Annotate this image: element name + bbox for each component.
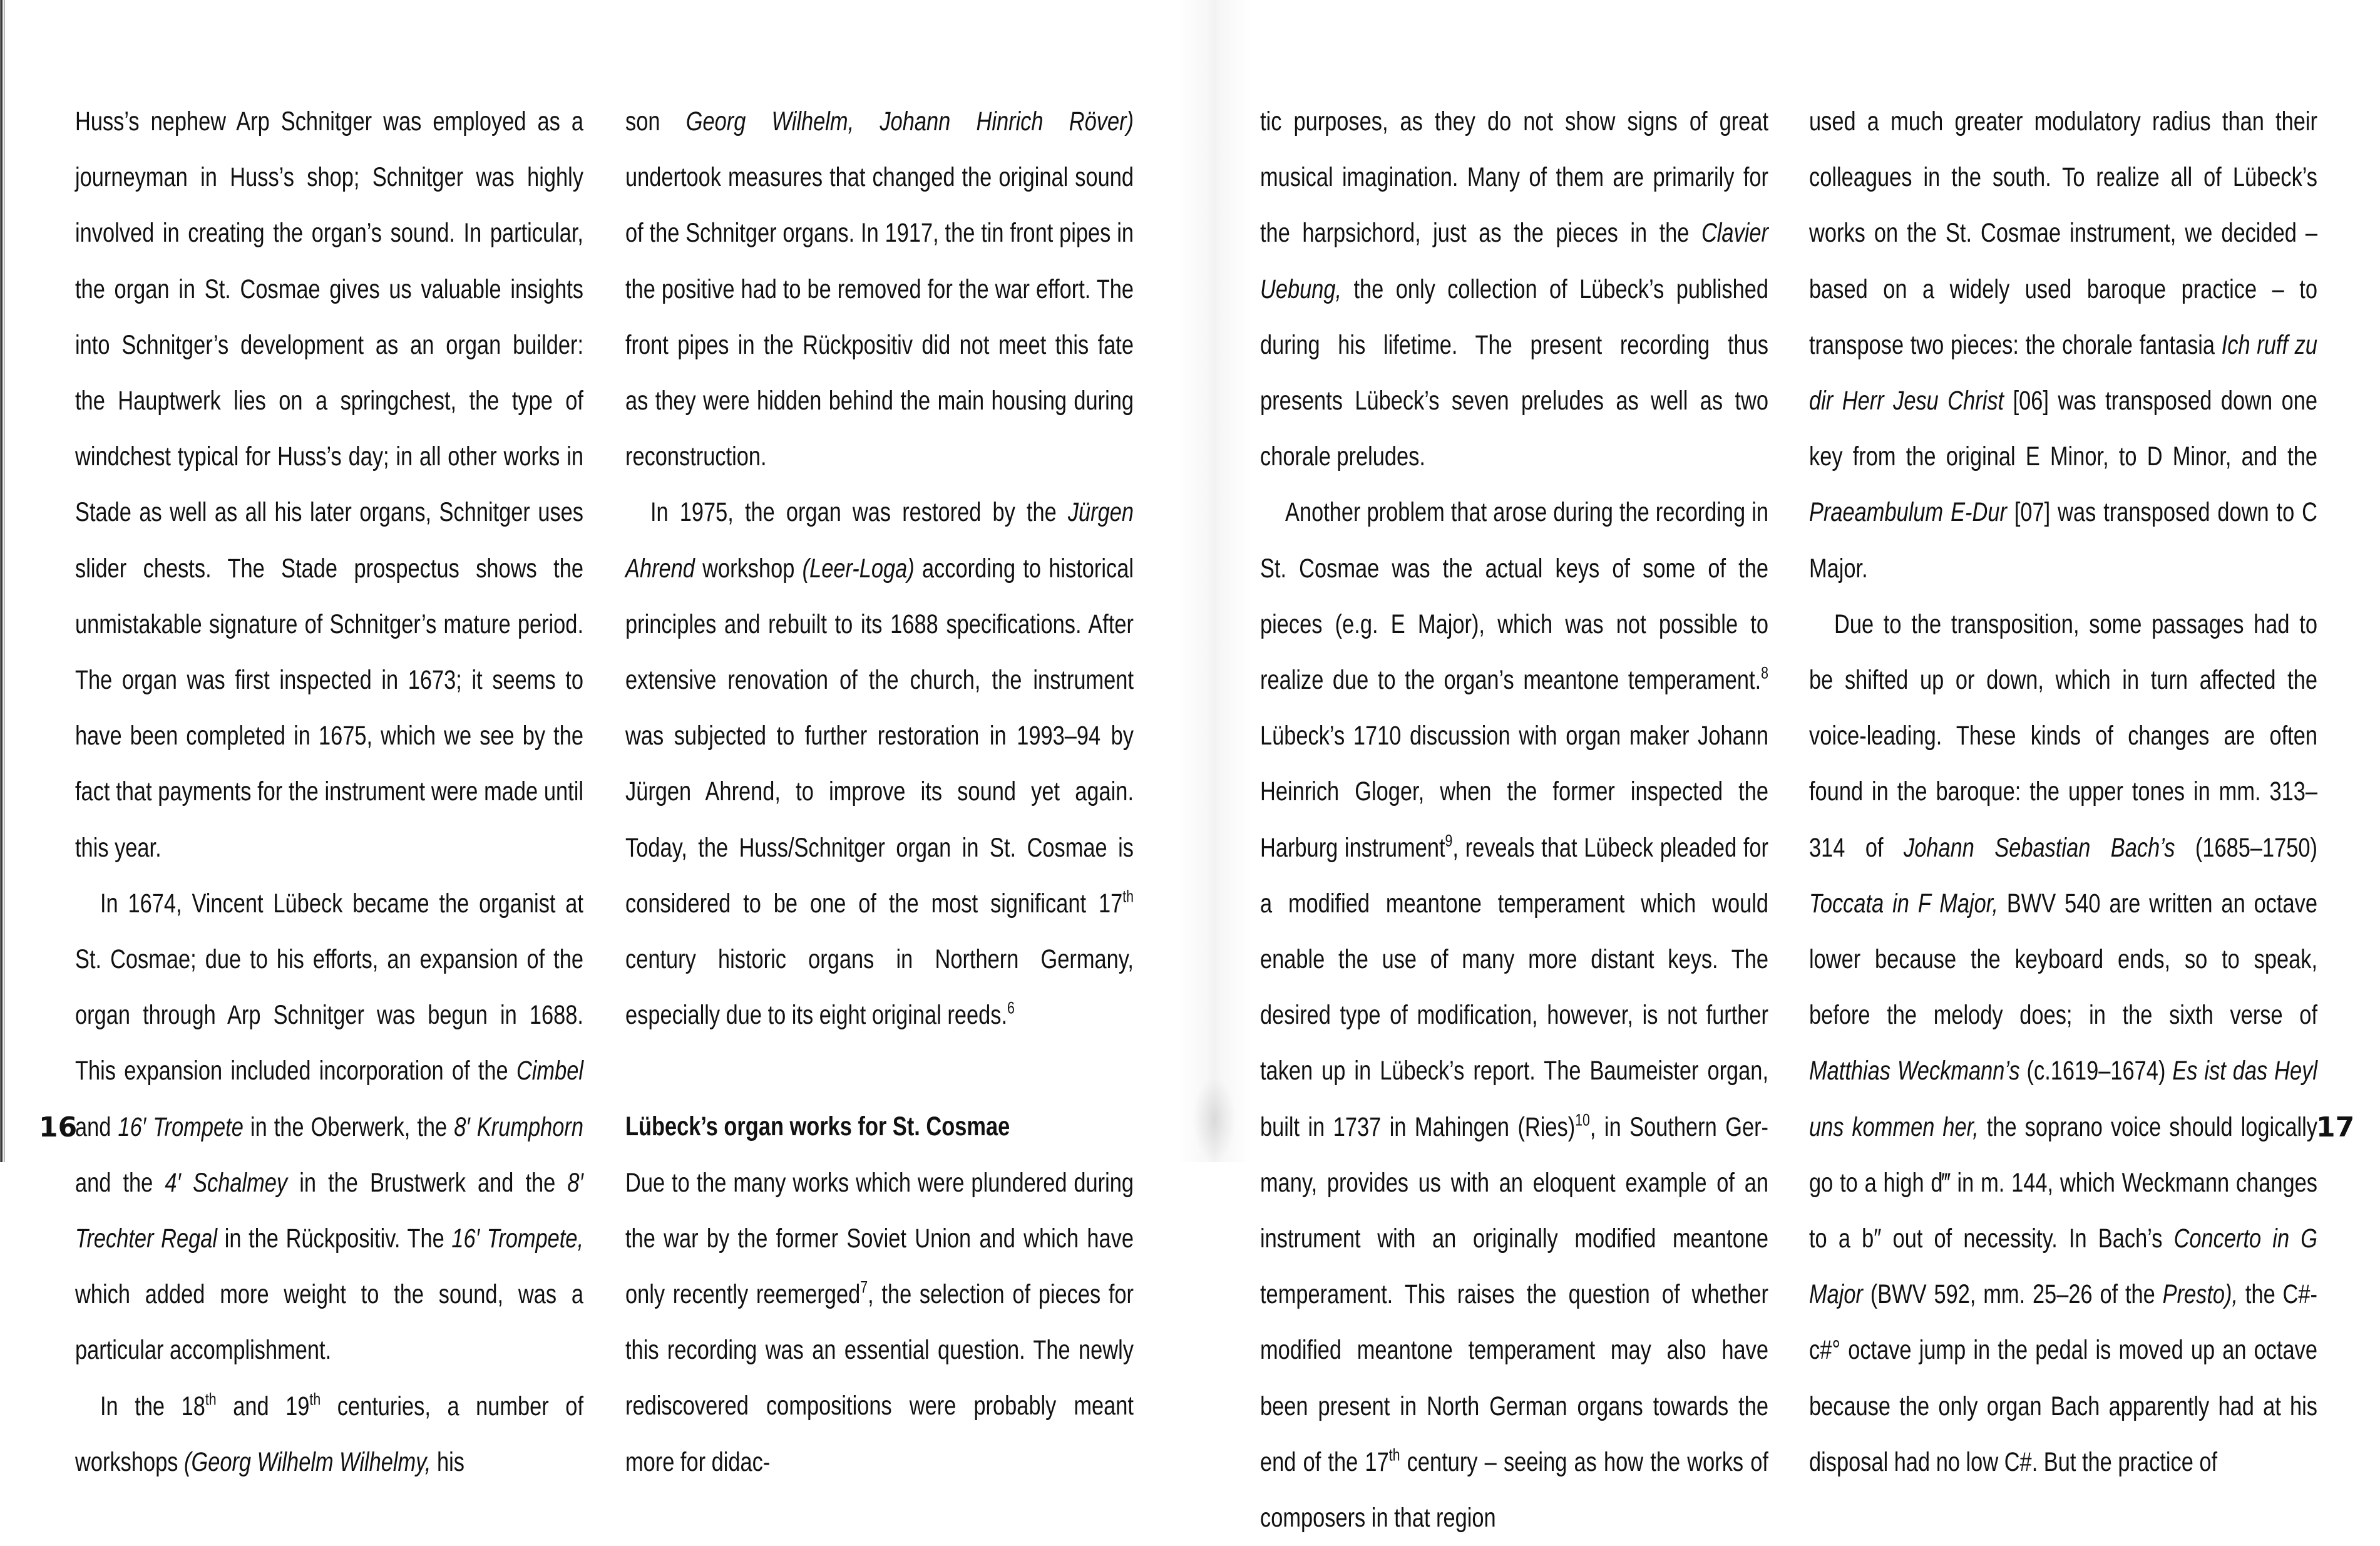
paragraph: son Georg Wilhelm, Johann Hinrich Röver) undertook measures that changed the original sound of the Schnitger organs. In 1917, the tin front pipes in the positive had to be removed for the war effort. The front pipes in the Rückpositiv did not meet this fate as they were hidden behind the main housing during reconstruction. bbox=[625, 106, 1134, 472]
paragraph: Due to the transposition, some passages had to be shifted up or down, which in turn affected the voice-leading. These kinds of changes are often found in the baroque: the upper tones in mm. 313–314 of Johann Sebastian Bach’s (1685–1750) Toccata in F Major, BWV 540 are written an octave lower because the keyboard ends, so to speak, before the melody does; in the sixth verse of Matthias Weckmann’s (c.1619–1674) Es ist das Heyl uns kommen her, the soprano voice should logically go to a high d‴ in m. 144, which Weckmann changes to a b″ out of necessity. In Bach’s Concerto in G Major (BWV 592, mm. 25–26 of the Presto), the C#-c#° octave jump in the pedal is moved up an octave because the only organ Bach apparently had at his disposal had no low C#. But the practice of bbox=[1809, 609, 2318, 1477]
paragraph: In 1674, Vincent Lübeck became the organist at St. Cosmae; due to his efforts, an expansion of the organ through Arp Schnitger was begun in 1688. This expansion included incorporation of the Cimbel and 16′ Trompete in the Oberwerk, the 8′ Krumphorn and the 4′ Schalmey in the Brustwerk and the 8′ Trechter Regal in the Rückpositiv. The 16′ Trompete, which added more weight to the sound, was a particular accomplishment. bbox=[75, 888, 583, 1366]
paragraph: In the 18th and 19th centuries, a number of workshops (Georg Wilhelm Wilhelmy, his bbox=[75, 1389, 583, 1477]
superscript: th bbox=[309, 1389, 321, 1409]
right-page-column-2 bbox=[1809, 94, 2319, 1490]
paragraph: used a much greater modulatory radius than their colleagues in the south. To realize all of Lübeck’s works on the St. Cosmae instrument, we decided – based on a widely used baroque practice – to transpose two pieces: the chorale fantasia Ich ruff zu dir Herr Jesu Christ [06] was transposed down one key from the original E Minor, to D Minor, and the Praeambulum E-Dur [07] was transposed down to C Major. bbox=[1809, 106, 2317, 584]
footnote-ref: 10 bbox=[1575, 1110, 1590, 1130]
scan-smudge bbox=[1193, 1077, 1236, 1162]
left-page-column-1 bbox=[75, 94, 583, 1490]
superscript: th bbox=[1122, 887, 1134, 906]
page-number-left: 16 bbox=[39, 1111, 78, 1143]
footnote-ref: 6 bbox=[1007, 998, 1015, 1018]
paragraph: tic purposes, as they do not show signs of great musical imagination. Many of them are primarily for the harpsichord, just as the pieces in the Clavier Uebung, the only collection of Lübeck’s published during his lifetime. The present recording thus presents Lübeck’s seven preludes as well as two chorale preludes. bbox=[1260, 106, 1768, 472]
footnote-ref: 8 bbox=[1761, 663, 1768, 683]
paragraph: Due to the many works which were plundered during the war by the former Soviet Union and which have only recently reemerged$^7$, the selection of pieces for this recording was an essential question. The newly rediscovered compositions were probably meant more for didac- bbox=[625, 1167, 1134, 1477]
section-heading: Lübeck’s organ works for St. Cosmae bbox=[625, 1111, 1010, 1142]
superscript: th bbox=[205, 1389, 217, 1409]
superscript: th bbox=[1388, 1445, 1400, 1465]
page-gutter bbox=[1177, 0, 1252, 1162]
paragraph: Huss’s nephew Arp Schnitger was employed as a journeyman in Huss’s shop; Schnitger was highly involved in creating the organ’s sound. In particular, the organ in St. Cosmae gives us valuable insights into Schnitger’s development as an organ builder: the Hauptwerk lies on a springchest, the type of windchest typical for Huss’s day; in all other works in Stade as well as all his later organs, Schnitger uses slider chests. The Stade prospectus shows the unmistakable signature of Schnitger’s mature period. The organ was first inspected in 1673; it seems to have been completed in 1675, which we see by the fact that payments for the instrument were made until this year. bbox=[75, 106, 583, 863]
book-spine-edge bbox=[0, 0, 5, 1162]
paragraph: Another problem that arose during the recording in St. Cosmae was the actual keys of some of the pieces (e.g. E Major), which was not possible to realize due to the organ’s meantone temperament.$^8$ Lübeck’s 1710 discussion with organ maker Johann Heinrich Gloger, when the former inspected the Harburg instrument$^9$, reveals that Lübeck pleaded for a modified meantone temperament which would enable the use of many more distant keys. The desired type of modification, however, is not further taken up in Lübeck’s report. The Baumeister organ, built in 1737 in Mahingen (Ries)$^{10}$, in Southern Germany, provides us with an eloquent example of an instrument with an originally modified meantone temperament. This raises the question of whether modified meantone temperament may also have been present in North German organs towards the end of the 17th century – seeing as how the works of composers in that region bbox=[1260, 497, 1768, 1533]
footnote-ref: 9 bbox=[1445, 831, 1453, 850]
page-number-right: 17 bbox=[2316, 1111, 2355, 1143]
footnote-ref: 7 bbox=[860, 1277, 868, 1297]
left-page-column-2 bbox=[625, 94, 1133, 1490]
paragraph: In 1975, the organ was restored by the Jürgen Ahrend workshop (Leer-Loga) according to historical principles and rebuilt to its 1688 specifications. After extensive renovation of the church, the instrument was subjected to further restoration in 1993–94 by Jürgen Ahrend, to improve its sound yet again. Today, the Huss/Schnitger organ in St. Cosmae is considered to be one of the most significant 17th century historic organs in Northern Germany, especially due to its eight original reeds.$^6$ bbox=[625, 497, 1134, 1031]
right-page-column-1 bbox=[1260, 94, 1768, 1546]
